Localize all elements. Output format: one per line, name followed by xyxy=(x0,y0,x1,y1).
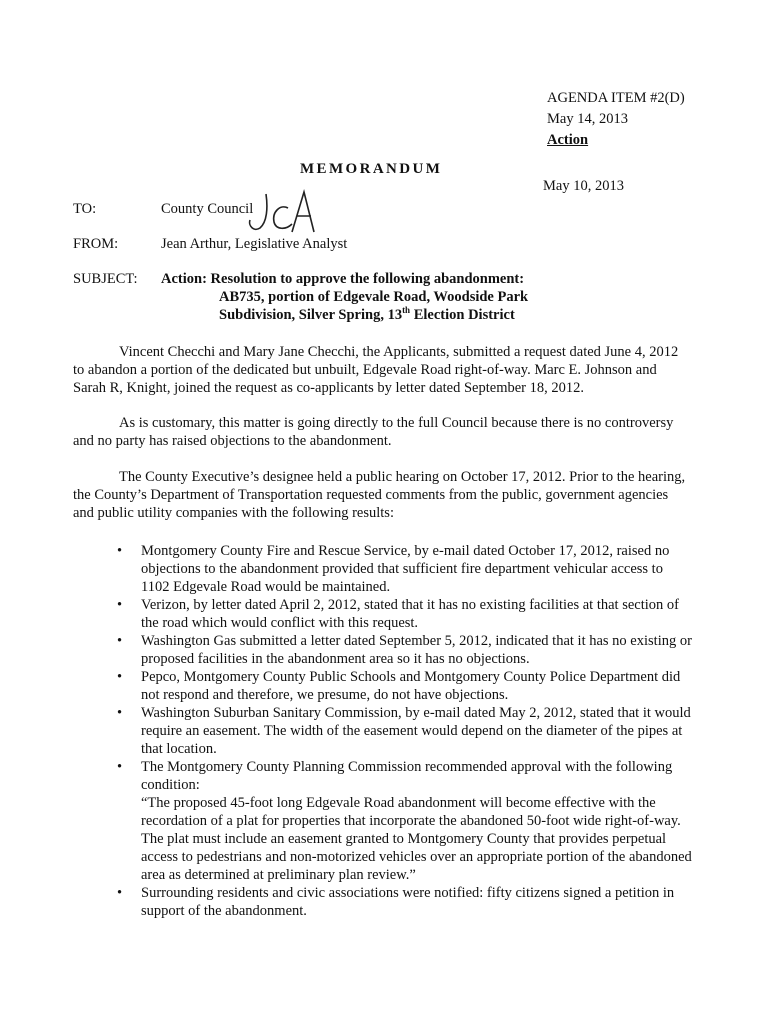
to-value: County Council xyxy=(161,201,254,217)
list-item xyxy=(73,758,693,884)
list-item xyxy=(73,632,693,668)
paragraph-hearing xyxy=(73,468,691,522)
list-item-text: Verizon, by letter dated April 2, 2012, stated that it has no existing facilities at that section of the road which would conflict with this request. xyxy=(141,597,679,631)
subject-line-2: AB735, portion of Edgevale Road, Woodside Park xyxy=(219,289,529,305)
paragraph-customary xyxy=(73,414,691,450)
list-item-text: Pepco, Montgomery County Public Schools and Montgomery County Police Department did not respond and therefore, we presume, do not have objections. xyxy=(141,669,681,703)
list-item xyxy=(73,668,693,704)
memo-title: MEMORANDUM xyxy=(300,161,443,177)
from-label: FROM: xyxy=(73,236,119,252)
list-item-text: Montgomery County Fire and Rescue Service, by e-mail dated October 17, 2012, raised no objections to the abandonment provided that sufficient fire department vehicular access to 1102 Edgevale Road would be maintained. xyxy=(141,543,670,595)
subject-line-3-post: Election District xyxy=(410,307,515,323)
bullet-glyph: • xyxy=(117,633,123,649)
bullet-glyph: • xyxy=(117,885,123,901)
handwritten-initials-signature xyxy=(236,188,326,238)
paragraph-text: As is customary, this matter is going directly to the full Council because there is no controversy and no party has raised objections to the abandonment. xyxy=(73,415,674,449)
paragraph-text: The County Executive’s designee held a public hearing on October 17, 2012. Prior to the hearing, the County’s Department of Transportation requested comments from the public, government agencies and public utility companies with the following results: xyxy=(73,469,686,521)
list-item xyxy=(73,704,693,758)
subject-line-3-sup: th xyxy=(402,305,411,316)
to-label: TO: xyxy=(73,201,97,217)
list-item xyxy=(73,542,693,596)
planning-condition-quote: “The proposed 45-foot long Edgevale Road abandonment will become effective with the recordation of a plat for properties that incorporate the abandoned 50-foot wide right-of-way. The plat must include an easement granted to Montgomery County that provides perpetual access to pedestrians and non-motorized vehicles over an appropriate portion of the abandoned area as determined at preliminary plan review.” xyxy=(141,795,692,883)
subject-line-3 xyxy=(161,306,528,324)
paragraph-text: Vincent Checchi and Mary Jane Checchi, the Applicants, submitted a request dated June 4, 2012 to abandon a portion of the dedicated but unbuilt, Edgevale Road right-of-way. Marc E. Johnson and Sarah R, Knight, joined the request as co-applicants by letter dated September 18, 2012. xyxy=(73,344,679,396)
bullet-glyph: • xyxy=(117,597,123,613)
subject-line-3-pre: Subdivision, Silver Spring, 13 xyxy=(219,307,403,323)
memo-date: May 10, 2013 xyxy=(543,178,624,194)
agenda-action: Action xyxy=(547,132,589,148)
from-value: Jean Arthur, Legislative Analyst xyxy=(161,236,348,252)
agenda-block xyxy=(547,88,685,151)
list-item xyxy=(73,596,693,632)
bullet-glyph: • xyxy=(117,705,123,721)
list-item-text: The Montgomery County Planning Commission recommended approval with the following condition: xyxy=(141,759,673,793)
bullet-glyph: • xyxy=(117,669,123,685)
list-item-text: Washington Suburban Sanitary Commission, by e-mail dated May 2, 2012, stated that it would require an easement. The width of the easement would depend on the diameter of the pipes at that location. xyxy=(141,705,691,757)
bullet-glyph: • xyxy=(117,759,123,775)
subject-line-1: Action: Resolution to approve the following abandonment: xyxy=(161,271,525,287)
agenda-date: May 14, 2013 xyxy=(547,111,628,127)
paragraph-applicants xyxy=(73,343,691,397)
list-item-text: Washington Gas submitted a letter dated September 5, 2012, indicated that it has no existing or proposed facilities in the abandonment area so it has no objections. xyxy=(141,633,692,667)
subject-label: SUBJECT: xyxy=(73,271,138,287)
list-item-text: Surrounding residents and civic associations were notified: fifty citizens signed a petition in support of the abandonment. xyxy=(141,885,675,919)
bullet-glyph: • xyxy=(117,543,123,559)
subject-value xyxy=(161,270,528,324)
list-item xyxy=(73,884,693,920)
agenda-item: AGENDA ITEM #2(D) xyxy=(547,90,685,106)
results-list xyxy=(73,542,693,920)
